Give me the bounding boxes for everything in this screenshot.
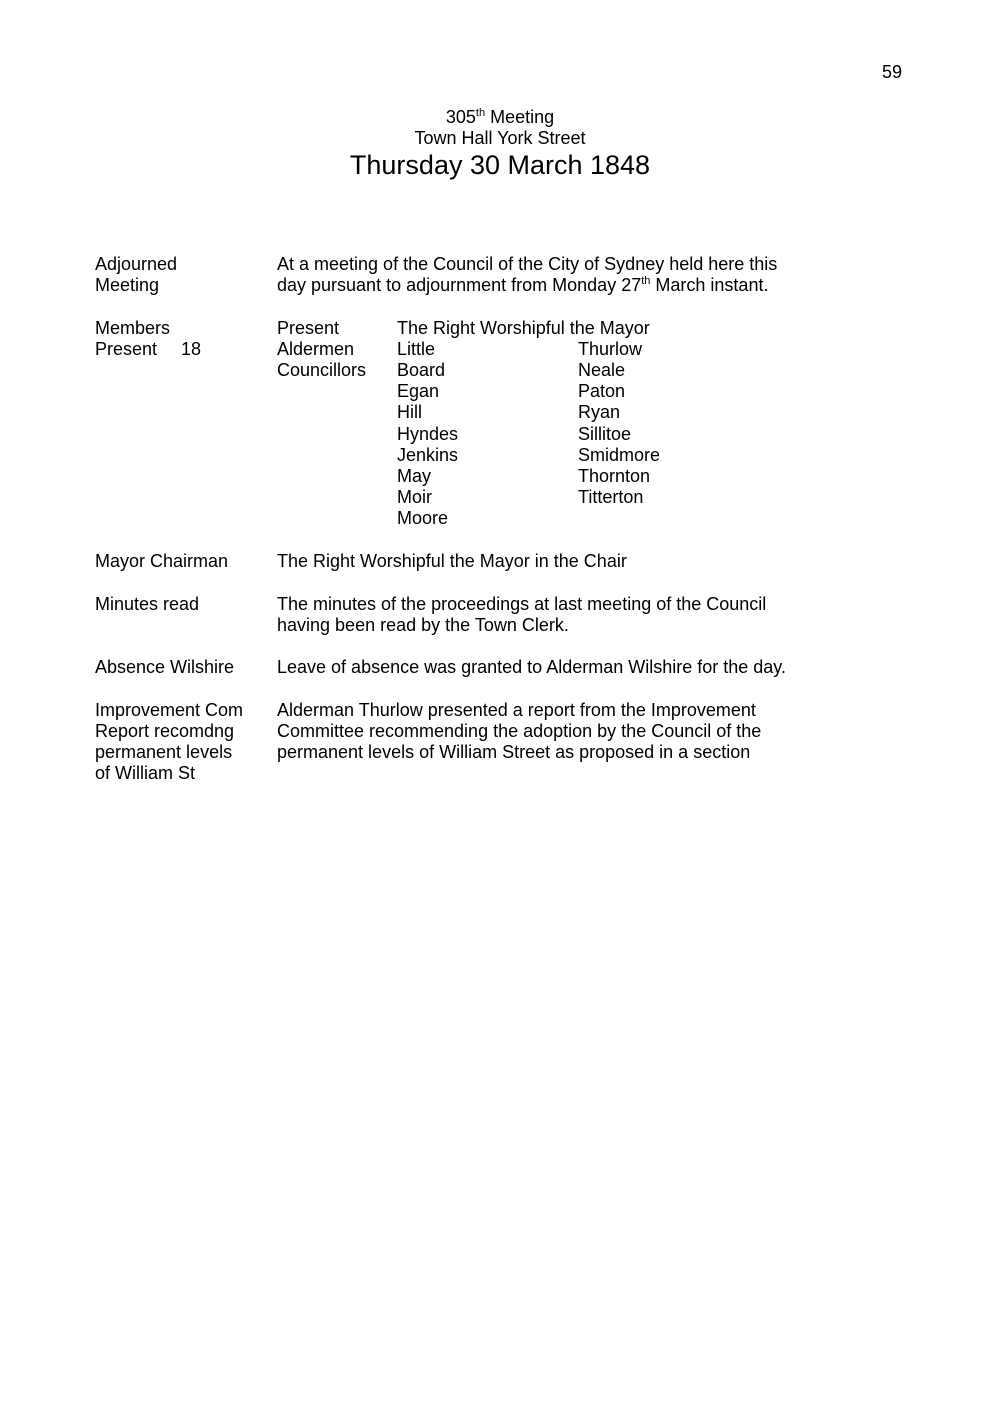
meeting-label: Meeting [485,107,555,127]
adjourned-text-line-2 [277,275,768,296]
councillor-name: Moore [397,508,449,528]
margin-note-adjourned-1: Adjourned [95,254,178,274]
page-number: 59 [882,62,903,82]
alderman-name: Little [397,339,436,359]
margin-note-absence: Absence Wilshire [95,657,235,677]
margin-note-minutes-read: Minutes read [95,594,200,614]
meeting-number-line [0,107,1000,128]
improvement-text-line-3: permanent levels of William Street as proposed in a section [277,742,751,762]
councillor-name: Neale [578,360,626,380]
margin-note-improvement-1: Improvement Com [95,700,244,720]
councillor-name: Hyndes [397,424,459,444]
meeting-date: Thursday 30 March 1848 [349,150,651,180]
councillor-name: Jenkins [397,445,459,465]
adjourned-date-suffix: th [641,275,651,287]
alderman-name: Thurlow [578,339,643,359]
present-label: Present [277,318,340,338]
councillor-name: Egan [397,381,440,401]
councillor-name: Paton [578,381,626,401]
members-count: 18 [181,339,202,359]
improvement-text-line-1: Alderman Thurlow presented a report from the Improvement [277,700,756,720]
councillor-name: Titterton [578,487,644,507]
councillor-name: Board [397,360,446,380]
present-value: The Right Worshipful the Mayor [397,318,650,338]
adjourned-text-line-2-before: day pursuant to adjournment from Monday 27 [277,275,642,295]
margin-note-improvement-2: Report recomdng [95,721,235,741]
absence-text: Leave of absence was granted to Alderman Wilshire for the day. [277,657,786,677]
adjourned-text-line-2-after: March instant. [650,275,769,295]
councillor-name: Hill [397,402,422,422]
margin-note-mayor-chairman: Mayor Chairman [95,551,229,571]
councillor-name: Smidmore [578,445,661,465]
councillors-label: Councillors [277,360,367,380]
margin-note-adjourned-2: Meeting [95,275,160,295]
aldermen-label: Aldermen [277,339,355,359]
improvement-text-line-2: Committee recommending the adoption by the Council of the [277,721,762,741]
margin-note-improvement-4: of William St [95,763,196,783]
mayor-chairman-text: The Right Worshipful the Mayor in the Chair [277,551,627,571]
venue: Town Hall York Street [414,128,586,148]
councillor-name: Ryan [578,402,621,422]
minutes-read-line-1: The minutes of the proceedings at last meeting of the Council [277,594,767,614]
councillor-name: May [397,466,432,486]
meeting-number-suffix: th [475,107,486,119]
meeting-number: 305 [445,107,476,127]
councillor-name: Sillitoe [578,424,632,444]
councillor-name: Thornton [578,466,651,486]
councillor-name: Moir [397,487,432,507]
margin-note-present-label: Present [95,339,158,359]
margin-note-members: Members [95,318,171,338]
margin-note-improvement-3: permanent levels [95,742,233,762]
adjourned-text-line-1: At a meeting of the Council of the City of Sydney held here this [277,254,778,274]
minutes-read-line-2: having been read by the Town Clerk. [277,615,569,635]
